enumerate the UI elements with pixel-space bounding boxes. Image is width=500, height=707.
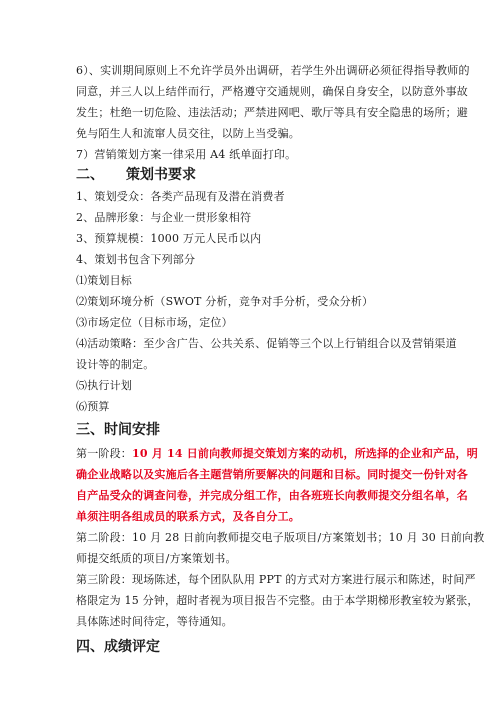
section-heading-requirements	[76, 164, 196, 186]
section-heading-grading: 四、成绩评定	[76, 639, 160, 655]
req-item-2: ⑵策划环境分析（SWOT 分析，竞争对手分析，受众分析）	[76, 295, 374, 308]
req-item-4a: ⑷活动策略：至少含广告、公共关系、促销等三个以上行销组合以及营销渠道	[76, 337, 457, 350]
req-item-5: ⑸执行计划	[76, 379, 132, 392]
phase2-line-1: 第二阶段：10 月 28 日前向教师提交电子版项目/方案策划书；10 月 30 日前向教	[76, 531, 485, 544]
rule-line-6a: 6）、实训期间原则上不允许学员外出调研，若学生外出调研必须征得指导教师的	[76, 64, 470, 77]
phase1-text: 10 月 14 日前向教师提交策划方案的动机，所选择的企业和产品，明	[132, 447, 478, 460]
phase1-line-4: 单须注明各组成员的联系方式，及各自分工。	[76, 510, 300, 523]
section-heading-schedule: 三、时间安排	[76, 422, 160, 438]
phase1-line-3: 自产品受众的调查问卷，并完成分组工作，由各班班长向教师提交分组名单，名	[76, 489, 468, 502]
req-item-1: ⑴策划目标	[76, 274, 132, 287]
rule-line-6c: 发生；杜绝一切危险、违法活动；严禁进网吧、歌厅等具有安全隐患的场所；避	[76, 106, 468, 119]
rule-line-7: 7）营销策划方案一律采用 A4 纸单面打印。	[76, 148, 297, 161]
req-contents: 4、策划书包含下列部分	[76, 253, 196, 266]
req-budget: 3、预算规模：1000 万元人民币以内	[76, 232, 262, 245]
rule-line-6d: 免与陌生人和流窜人员交往，以防上当受骗。	[76, 127, 300, 140]
rule-line-6b: 同意，并三人以上结伴而行，严格遵守交通规则，确保自身安全，以防意外事故	[76, 85, 468, 98]
phase3-line-3: 具体陈述时间待定，等待通知。	[76, 615, 233, 628]
section-number: 二、	[76, 167, 104, 183]
req-brand: 2、品牌形象：与企业一贯形象相符	[76, 211, 252, 224]
section-title: 策划书要求	[126, 167, 196, 183]
req-item-6: ⑹预算	[76, 400, 110, 413]
phase2-line-2: 师提交纸质的项目/方案策划书。	[76, 552, 237, 565]
phase1-line-2: 确企业战略以及实施后各主题营销所要解决的问题和目标。同时提交一份针对各	[76, 468, 468, 481]
phase1-label: 第一阶段：	[76, 447, 132, 460]
req-audience: 1、策划受众：各类产品现有及潜在消费者	[76, 190, 285, 203]
req-item-4b: 设计等的制定。	[76, 358, 155, 371]
phase3-line-2: 格限定为 15 分钟，超时者视为项目报告不完整。由于本学期梯形教室较为紧张，	[76, 594, 479, 607]
phase3-line-1: 第三阶段：现场陈述，每个团队队用 PPT 的方式对方案进行展示和陈述，时间严	[76, 573, 476, 586]
phase1-line-1	[76, 443, 478, 464]
req-item-3: ⑶市场定位（目标市场，定位）	[76, 316, 233, 329]
